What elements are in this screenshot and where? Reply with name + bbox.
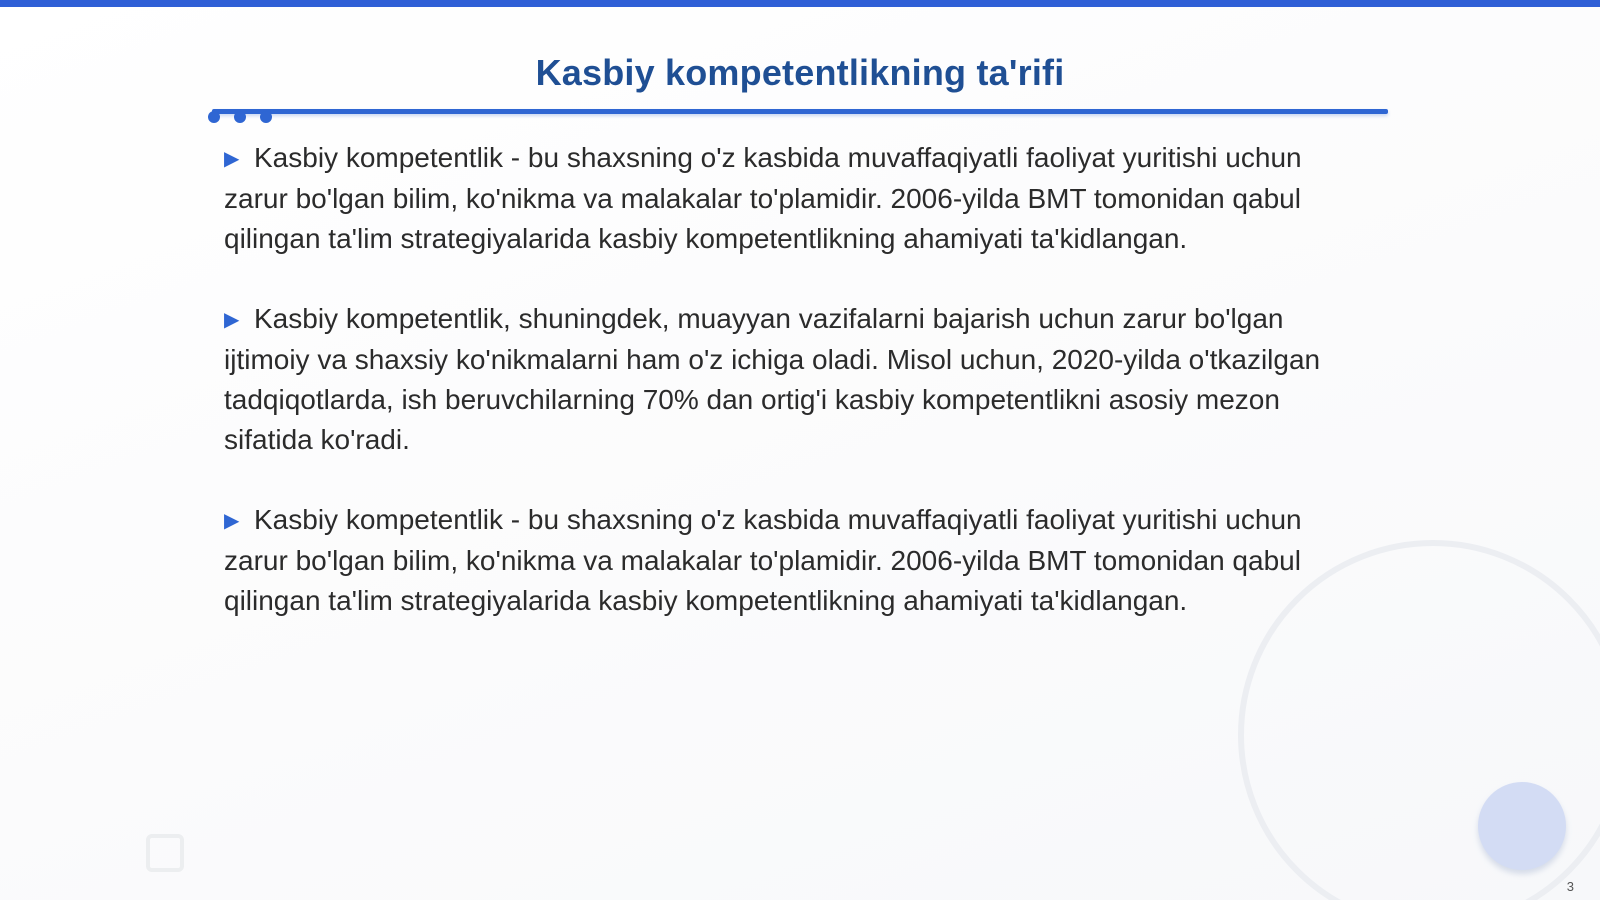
title-underline	[212, 109, 1388, 114]
title-underline-dot	[260, 111, 272, 123]
slide-title: Kasbiy kompetentlikning ta'rifi	[535, 52, 1065, 93]
bullet-item	[224, 500, 1352, 621]
top-accent-bar	[0, 0, 1600, 7]
title-underline-dot	[234, 111, 246, 123]
bullet-text: Kasbiy kompetentlik - bu shaxsning o'z kasbida muvaffaqiyatli faoliyat yuritishi uchun zarur bo'lgan bilim, ko'nikma va malakalar to'plamidir. 2006-yilda BMT tomonidan qabul qilingan ta'lim strategiyalarida kasbiy kompetentlikning ahamiyati ta'kidlangan.	[224, 504, 1302, 616]
decorative-circle	[1478, 782, 1566, 870]
page-number: 3	[1566, 879, 1574, 894]
decorative-square	[146, 834, 184, 872]
bullet-item	[224, 138, 1352, 259]
bullet-list	[224, 138, 1352, 661]
triangle-bullet-icon: ▶	[224, 510, 240, 532]
triangle-bullet-icon: ▶	[224, 309, 240, 331]
title-underline-dot	[208, 111, 220, 123]
bullet-text: Kasbiy kompetentlik - bu shaxsning o'z kasbida muvaffaqiyatli faoliyat yuritishi uchun zarur bo'lgan bilim, ko'nikma va malakalar to'plamidir. 2006-yilda BMT tomonidan qabul qilingan ta'lim strategiyalarida kasbiy kompetentlikning ahamiyati ta'kidlangan.	[224, 142, 1302, 254]
bullet-text: Kasbiy kompetentlik, shuningdek, muayyan vazifalarni bajarish uchun zarur bo'lgan ijtimoiy va shaxsiy ko'nikmalarni ham o'z ichiga oladi. Misol uchun, 2020-yilda o'tkazilgan tadqiqotlarda, ish beruvchilarning 70% dan ortig'i kasbiy kompetentlikni asosiy mezon sifatida ko'radi.	[224, 303, 1321, 455]
triangle-bullet-icon: ▶	[224, 148, 240, 170]
bullet-item	[224, 299, 1352, 460]
